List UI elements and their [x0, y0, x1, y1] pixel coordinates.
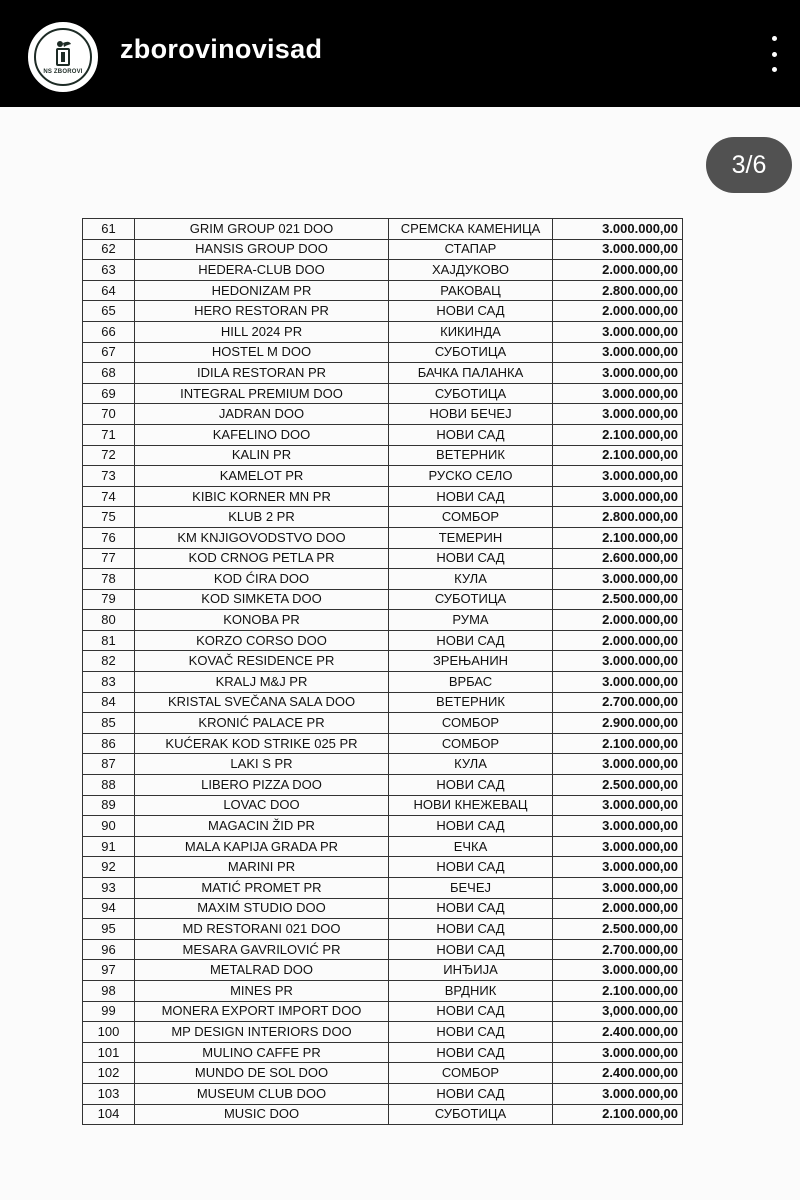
row-number: 102: [83, 1063, 135, 1084]
row-number: 67: [83, 342, 135, 363]
amount-value: 3.000.000,00: [553, 795, 683, 816]
row-number: 98: [83, 980, 135, 1001]
table-row: [83, 1063, 683, 1084]
amount-value: 2.800.000,00: [553, 507, 683, 528]
amount-value: 3.000.000,00: [553, 239, 683, 260]
row-number: 91: [83, 836, 135, 857]
city-name: СТАПАР: [389, 239, 553, 260]
row-number: 79: [83, 589, 135, 610]
row-number: 81: [83, 630, 135, 651]
profile-avatar[interactable]: [28, 22, 98, 92]
amount-value: 2.400.000,00: [553, 1022, 683, 1043]
company-name: HERO RESTORAN PR: [135, 301, 389, 322]
city-name: НОВИ САД: [389, 919, 553, 940]
city-name: РУСКО СЕЛО: [389, 466, 553, 487]
city-name: СОМБОР: [389, 1063, 553, 1084]
table-row: [83, 898, 683, 919]
city-name: НОВИ САД: [389, 775, 553, 796]
amount-value: 3.000.000,00: [553, 857, 683, 878]
table-row: [83, 919, 683, 940]
company-name: MD RESTORANI 021 DOO: [135, 919, 389, 940]
row-number: 74: [83, 486, 135, 507]
row-number: 87: [83, 754, 135, 775]
row-number: 72: [83, 445, 135, 466]
table-row: [83, 342, 683, 363]
company-name: KRONIĆ PALACE PR: [135, 713, 389, 734]
company-name: KOD CRNOG PETLA PR: [135, 548, 389, 569]
table-row: [83, 672, 683, 693]
table-row: [83, 1042, 683, 1063]
amount-value: 2.500.000,00: [553, 589, 683, 610]
table-row: [83, 754, 683, 775]
table-row: [83, 733, 683, 754]
city-name: СОМБОР: [389, 713, 553, 734]
company-name: KORZO CORSO DOO: [135, 630, 389, 651]
row-number: 86: [83, 733, 135, 754]
amount-value: 2.700.000,00: [553, 692, 683, 713]
row-number: 70: [83, 404, 135, 425]
table-row: [83, 321, 683, 342]
city-name: НОВИ САД: [389, 486, 553, 507]
table-row: [83, 1104, 683, 1125]
company-name: MUSIC DOO: [135, 1104, 389, 1125]
table-row: [83, 857, 683, 878]
row-number: 85: [83, 713, 135, 734]
amount-value: 3.000.000,00: [553, 219, 683, 240]
city-name: КУЛА: [389, 754, 553, 775]
amount-value: 3.000.000,00: [553, 383, 683, 404]
city-name: БЕЧЕЈ: [389, 878, 553, 899]
city-name: НОВИ САД: [389, 424, 553, 445]
table-row: [83, 775, 683, 796]
table-row: [83, 795, 683, 816]
amount-value: 3.000.000,00: [553, 342, 683, 363]
table-row: [83, 527, 683, 548]
city-name: СОМБОР: [389, 507, 553, 528]
company-name: KM KNJIGOVODSTVO DOO: [135, 527, 389, 548]
company-name: MALA KAPIJA GRADA PR: [135, 836, 389, 857]
table-row: [83, 816, 683, 837]
avatar-caption: NS ZBOROVI: [43, 68, 83, 75]
row-number: 97: [83, 960, 135, 981]
company-name: MUSEUM CLUB DOO: [135, 1083, 389, 1104]
row-number: 89: [83, 795, 135, 816]
row-number: 69: [83, 383, 135, 404]
amount-value: 2.100.000,00: [553, 445, 683, 466]
city-name: НОВИ САД: [389, 857, 553, 878]
row-number: 92: [83, 857, 135, 878]
menu-dot: [772, 36, 777, 41]
table-row: [83, 692, 683, 713]
table-row: [83, 1022, 683, 1043]
row-number: 64: [83, 280, 135, 301]
row-number: 76: [83, 527, 135, 548]
amount-value: 2.500.000,00: [553, 775, 683, 796]
table-row: [83, 486, 683, 507]
city-name: НОВИ САД: [389, 301, 553, 322]
table-row: [83, 878, 683, 899]
table-row: [83, 569, 683, 590]
city-name: РАКОВАЦ: [389, 280, 553, 301]
city-name: НОВИ САД: [389, 630, 553, 651]
amount-value: 3.000.000,00: [553, 960, 683, 981]
city-name: СОМБОР: [389, 733, 553, 754]
table-row: [83, 363, 683, 384]
company-name: KRALJ M&J PR: [135, 672, 389, 693]
menu-dot: [772, 67, 777, 72]
city-name: РУМА: [389, 610, 553, 631]
table-row: [83, 589, 683, 610]
amount-value: 2.100.000,00: [553, 733, 683, 754]
table-row: [83, 301, 683, 322]
amount-value: 3.000.000,00: [553, 1042, 683, 1063]
city-name: НОВИ САД: [389, 816, 553, 837]
figure-logo-icon: [52, 40, 74, 68]
row-number: 66: [83, 321, 135, 342]
amount-value: 2.400.000,00: [553, 1063, 683, 1084]
amount-value: 3.000.000,00: [553, 321, 683, 342]
city-name: СУБОТИЦА: [389, 342, 553, 363]
city-name: КУЛА: [389, 569, 553, 590]
company-name: INTEGRAL PREMIUM DOO: [135, 383, 389, 404]
company-name: HILL 2024 PR: [135, 321, 389, 342]
row-number: 82: [83, 651, 135, 672]
row-number: 62: [83, 239, 135, 260]
city-name: ЗРЕЊАНИН: [389, 651, 553, 672]
company-name: MARINI PR: [135, 857, 389, 878]
city-name: ТЕМЕРИН: [389, 527, 553, 548]
table-row: [83, 630, 683, 651]
company-name: JADRAN DOO: [135, 404, 389, 425]
row-number: 63: [83, 260, 135, 281]
row-number: 71: [83, 424, 135, 445]
menu-dot: [772, 52, 777, 57]
city-name: ВРДНИК: [389, 980, 553, 1001]
table-row: [83, 836, 683, 857]
table-row: [83, 280, 683, 301]
city-name: СУБОТИЦА: [389, 1104, 553, 1125]
company-name: MAGACIN ŽID PR: [135, 816, 389, 837]
table-row: [83, 404, 683, 425]
company-name: KRISTAL SVEČANA SALA DOO: [135, 692, 389, 713]
company-name: MAXIM STUDIO DOO: [135, 898, 389, 919]
row-number: 68: [83, 363, 135, 384]
company-name: MESARA GAVRILOVIĆ PR: [135, 939, 389, 960]
company-name: MATIĆ PROMET PR: [135, 878, 389, 899]
table-row: [83, 466, 683, 487]
table-row: [83, 610, 683, 631]
amount-value: 3.000.000,00: [553, 754, 683, 775]
amount-value: 2.000.000,00: [553, 610, 683, 631]
amount-value: 3.000.000,00: [553, 404, 683, 425]
city-name: НОВИ САД: [389, 548, 553, 569]
city-name: ВРБАС: [389, 672, 553, 693]
city-name: СУБОТИЦА: [389, 589, 553, 610]
row-number: 77: [83, 548, 135, 569]
city-name: СУБОТИЦА: [389, 383, 553, 404]
amount-value: 3.000.000,00: [553, 672, 683, 693]
row-number: 83: [83, 672, 135, 693]
row-number: 100: [83, 1022, 135, 1043]
city-name: КИКИНДА: [389, 321, 553, 342]
row-number: 104: [83, 1104, 135, 1125]
table-row: [83, 445, 683, 466]
table-row: [83, 651, 683, 672]
table-row: [83, 960, 683, 981]
city-name: ИНЂИЈА: [389, 960, 553, 981]
city-name: НОВИ САД: [389, 1083, 553, 1104]
amount-value: 3.000.000,00: [553, 1083, 683, 1104]
amount-value: 2.000.000,00: [553, 301, 683, 322]
amount-value: 2.700.000,00: [553, 939, 683, 960]
amount-value: 3.000.000,00: [553, 363, 683, 384]
city-name: НОВИ САД: [389, 1022, 553, 1043]
row-number: 90: [83, 816, 135, 837]
company-name: KOD SIMKETA DOO: [135, 589, 389, 610]
city-name: НОВИ САД: [389, 1042, 553, 1063]
city-name: НОВИ КНЕЖЕВАЦ: [389, 795, 553, 816]
amount-value: 2.000.000,00: [553, 630, 683, 651]
amount-value: 2.000.000,00: [553, 898, 683, 919]
row-number: 99: [83, 1001, 135, 1022]
amount-value: 3.000.000,00: [553, 486, 683, 507]
city-name: ВЕТЕРНИК: [389, 445, 553, 466]
row-number: 101: [83, 1042, 135, 1063]
city-name: ЕЧКА: [389, 836, 553, 857]
amount-value: 3.000.000,00: [553, 816, 683, 837]
company-name: HANSIS GROUP DOO: [135, 239, 389, 260]
row-number: 80: [83, 610, 135, 631]
amount-value: 2.500.000,00: [553, 919, 683, 940]
more-vertical-icon[interactable]: [760, 32, 788, 76]
company-name: KAFELINO DOO: [135, 424, 389, 445]
company-name: KUĆERAK KOD STRIKE 025 PR: [135, 733, 389, 754]
company-name: MP DESIGN INTERIORS DOO: [135, 1022, 389, 1043]
table-row: [83, 548, 683, 569]
amount-value: 2.100.000,00: [553, 527, 683, 548]
table-row: [83, 1001, 683, 1022]
table-row: [83, 980, 683, 1001]
company-name: KOVAČ RESIDENCE PR: [135, 651, 389, 672]
company-name: METALRAD DOO: [135, 960, 389, 981]
company-name: MUNDO DE SOL DOO: [135, 1063, 389, 1084]
table-row: [83, 713, 683, 734]
company-name: HEDERA-CLUB DOO: [135, 260, 389, 281]
amount-value: 2.900.000,00: [553, 713, 683, 734]
company-name: KOD ĆIRA DOO: [135, 569, 389, 590]
row-number: 96: [83, 939, 135, 960]
row-number: 103: [83, 1083, 135, 1104]
amount-value: 3.000.000,00: [553, 878, 683, 899]
city-name: ВЕТЕРНИК: [389, 692, 553, 713]
amount-value: 3.000.000,00: [553, 569, 683, 590]
company-name: LOVAC DOO: [135, 795, 389, 816]
company-name: KALIN PR: [135, 445, 389, 466]
row-number: 95: [83, 919, 135, 940]
company-name: KONOBA PR: [135, 610, 389, 631]
company-name: KAMELOT PR: [135, 466, 389, 487]
recipients-table: [82, 218, 683, 1125]
company-name: LAKI S PR: [135, 754, 389, 775]
city-name: СРЕМСКА КАМЕНИЦА: [389, 219, 553, 240]
company-name: KLUB 2 PR: [135, 507, 389, 528]
table-row: [83, 939, 683, 960]
city-name: БАЧКА ПАЛАНКА: [389, 363, 553, 384]
table-row: [83, 260, 683, 281]
company-name: GRIM GROUP 021 DOO: [135, 219, 389, 240]
amount-value: 2.100.000,00: [553, 424, 683, 445]
amount-value: 3.000.000,00: [553, 466, 683, 487]
table-row: [83, 219, 683, 240]
company-name: HEDONIZAM PR: [135, 280, 389, 301]
company-name: IDILA RESTORAN PR: [135, 363, 389, 384]
amount-value: 2.800.000,00: [553, 280, 683, 301]
row-number: 75: [83, 507, 135, 528]
row-number: 78: [83, 569, 135, 590]
page-counter: 3/6: [706, 137, 792, 193]
city-name: НОВИ САД: [389, 939, 553, 960]
avatar-logo: [34, 28, 92, 86]
row-number: 88: [83, 775, 135, 796]
table-row: [83, 1083, 683, 1104]
city-name: ХАЈДУКОВО: [389, 260, 553, 281]
row-number: 94: [83, 898, 135, 919]
row-number: 61: [83, 219, 135, 240]
company-name: KIBIC KORNER MN PR: [135, 486, 389, 507]
company-name: LIBERO PIZZA DOO: [135, 775, 389, 796]
row-number: 73: [83, 466, 135, 487]
company-name: HOSTEL M DOO: [135, 342, 389, 363]
account-username[interactable]: zborovinovisad: [120, 34, 323, 64]
amount-value: 3.000.000,00: [553, 651, 683, 672]
amount-value: 2.000.000,00: [553, 260, 683, 281]
amount-value: 3.000.000,00: [553, 836, 683, 857]
amount-value: 2.600.000,00: [553, 548, 683, 569]
table-row: [83, 239, 683, 260]
row-number: 65: [83, 301, 135, 322]
post-header: [0, 0, 800, 107]
row-number: 93: [83, 878, 135, 899]
amount-value: 2.100.000,00: [553, 1104, 683, 1125]
city-name: НОВИ САД: [389, 898, 553, 919]
amount-value: 2.100.000,00: [553, 980, 683, 1001]
table-row: [83, 383, 683, 404]
table-row: [83, 507, 683, 528]
company-name: MINES PR: [135, 980, 389, 1001]
amount-value: 3,000.000,00: [553, 1001, 683, 1022]
company-name: MULINO CAFFE PR: [135, 1042, 389, 1063]
row-number: 84: [83, 692, 135, 713]
document-page: [0, 107, 800, 1200]
company-name: MONERA EXPORT IMPORT DOO: [135, 1001, 389, 1022]
table-row: [83, 424, 683, 445]
city-name: НОВИ САД: [389, 1001, 553, 1022]
city-name: НОВИ БЕЧЕЈ: [389, 404, 553, 425]
